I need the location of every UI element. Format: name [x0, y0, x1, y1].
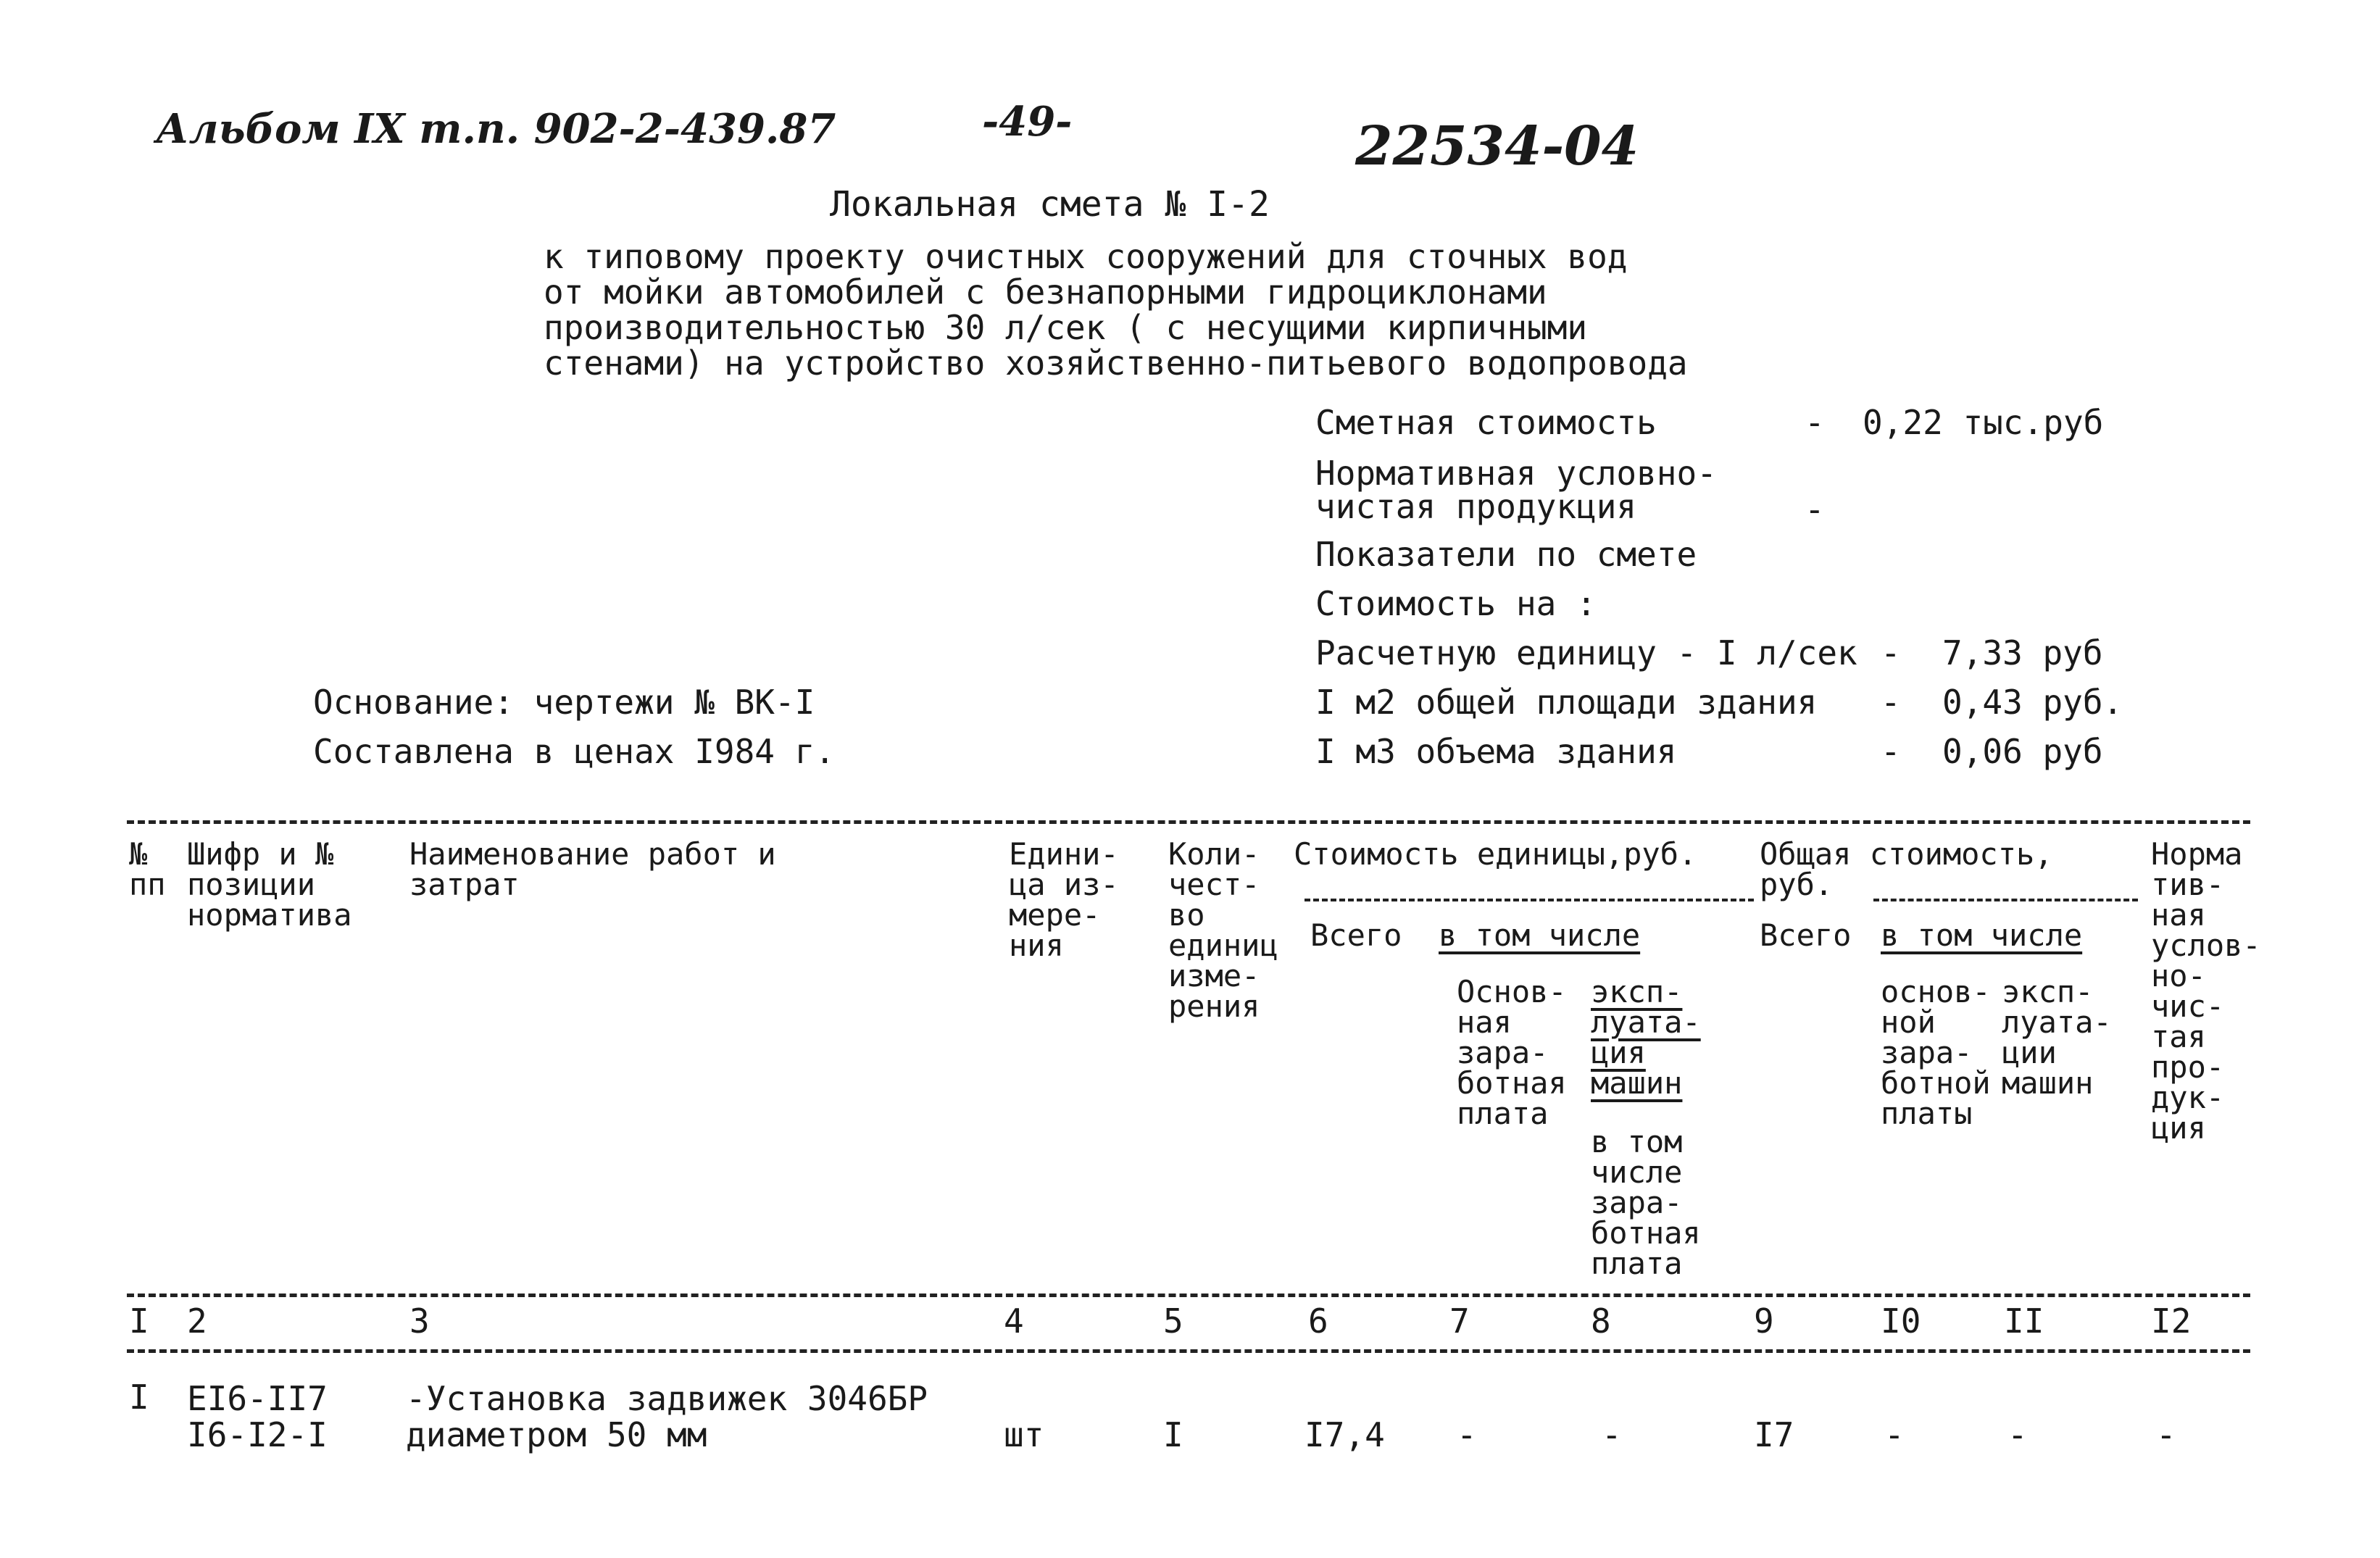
per-unit-dash: -	[1881, 633, 1901, 672]
col-num-2: 2	[187, 1301, 207, 1341]
indicators-label: Показатели по смете	[1315, 535, 1697, 574]
document-description: к типовому проекту очистных сооружений для сточных вод от мойки автомобилей с безнапорными гидроциклонами производительностью 30 л/сек ( с несущими кирпичными стенами) на устройство хозяйственно-питьевого водопровода	[544, 237, 1688, 383]
row-total-machines: -	[2007, 1415, 2028, 1454]
per-volume-value: 0,06 руб	[1942, 732, 2103, 771]
header-unit-machine-wage: в том числе зара- ботная плата	[1591, 1124, 1701, 1281]
table-top-rule	[127, 820, 2250, 824]
page-number: -49-	[982, 98, 1073, 146]
header-unit-including: в том числе	[1439, 917, 1641, 953]
header-unit: Едини- ца из- мере- ния	[1009, 836, 1119, 963]
row-num: I	[129, 1378, 149, 1417]
header-bottom-rule	[127, 1294, 2250, 1297]
per-area-value: 0,43 руб.	[1942, 683, 2123, 722]
per-unit-label: Расчетную единицу - I л/сек	[1315, 633, 1857, 672]
col-num-5: 5	[1163, 1301, 1183, 1341]
col-num-8: 8	[1591, 1301, 1611, 1341]
header-unit-cost: Стоимость единицы,руб.	[1294, 836, 1697, 872]
row-unit-wage: -	[1457, 1415, 1477, 1454]
per-area-label: I м2 общей площади здания	[1315, 683, 1818, 722]
row-quantity: I	[1163, 1415, 1183, 1454]
per-volume-label: I м3 объема здания	[1315, 732, 1677, 771]
col-num-9: 9	[1754, 1301, 1774, 1341]
estimate-cost-label: Сметная стоимость	[1315, 403, 1657, 442]
normative-product-dash: -	[1805, 490, 1825, 529]
col-num-4: 4	[1004, 1301, 1024, 1341]
header-unit-total: Всего	[1310, 917, 1402, 953]
basis-drawings: Основание: чертежи № ВК-I	[313, 683, 815, 722]
row-unit-total: I7,4	[1305, 1415, 1385, 1454]
col-num-10: I0	[1881, 1301, 1921, 1341]
header-total-cost: Общая стоимость, руб.	[1760, 836, 2053, 902]
col-num-6: 6	[1308, 1301, 1328, 1341]
row-unit: шт	[1004, 1415, 1044, 1454]
header-quantity: Коли- чест- во единиц изме- рения	[1168, 836, 1278, 1024]
estimate-cost-dash: -	[1805, 403, 1825, 442]
header-code: Шифр и № позиции норматива	[187, 836, 352, 933]
per-volume-dash: -	[1881, 732, 1901, 771]
col-num-3: 3	[409, 1301, 430, 1341]
col-num-1: I	[129, 1301, 149, 1341]
document-title: Локальная смета № I-2	[830, 184, 1270, 225]
header-total-total: Всего	[1760, 917, 1852, 953]
row-total: I7	[1754, 1415, 1794, 1454]
header-total-including: в том числе	[1881, 917, 2083, 953]
column-numbers-rule	[127, 1349, 2250, 1353]
normative-product-label: Нормативная условно- чистая продукция	[1315, 454, 1717, 526]
row-code: EI6-II7 I6-I2-I	[187, 1379, 328, 1454]
header-total-wage: основ- ной зара- ботной платы	[1881, 974, 1991, 1131]
album-reference: Альбом IX т.п. 902-2-439.87	[156, 105, 836, 153]
col-num-7: 7	[1449, 1301, 1470, 1341]
row-name: -Установка задвижек 3046БР диаметром 50 мм	[406, 1379, 928, 1454]
per-unit-value: 7,33 руб	[1942, 633, 2103, 672]
header-normative-product: Норма тив- ная услов- но- чис- тая про- дук- ция	[2151, 836, 2261, 1146]
unit-cost-subrule	[1305, 899, 1754, 901]
row-total-wage: -	[1884, 1415, 1905, 1454]
document-code: 22534-04	[1355, 115, 1639, 178]
basis-prices: Составлена в ценах I984 г.	[313, 732, 836, 771]
header-unit-machines: эксп- луата- ция машин	[1591, 974, 1701, 1101]
cost-per-label: Стоимость на :	[1315, 584, 1597, 623]
per-area-dash: -	[1881, 683, 1901, 722]
header-num: № пп	[129, 836, 166, 902]
col-num-12: I2	[2151, 1301, 2192, 1341]
header-name: Наименование работ и затрат	[409, 836, 776, 902]
estimate-cost-value: 0,22 тыс.руб	[1863, 403, 2104, 442]
row-unit-machines: -	[1602, 1415, 1622, 1454]
col-num-11: II	[2004, 1301, 2044, 1341]
header-total-machines: эксп- луата- ции машин	[2002, 974, 2112, 1101]
row-normative-product: -	[2156, 1415, 2176, 1454]
header-unit-wage: Основ- ная зара- ботная плата	[1457, 974, 1567, 1131]
